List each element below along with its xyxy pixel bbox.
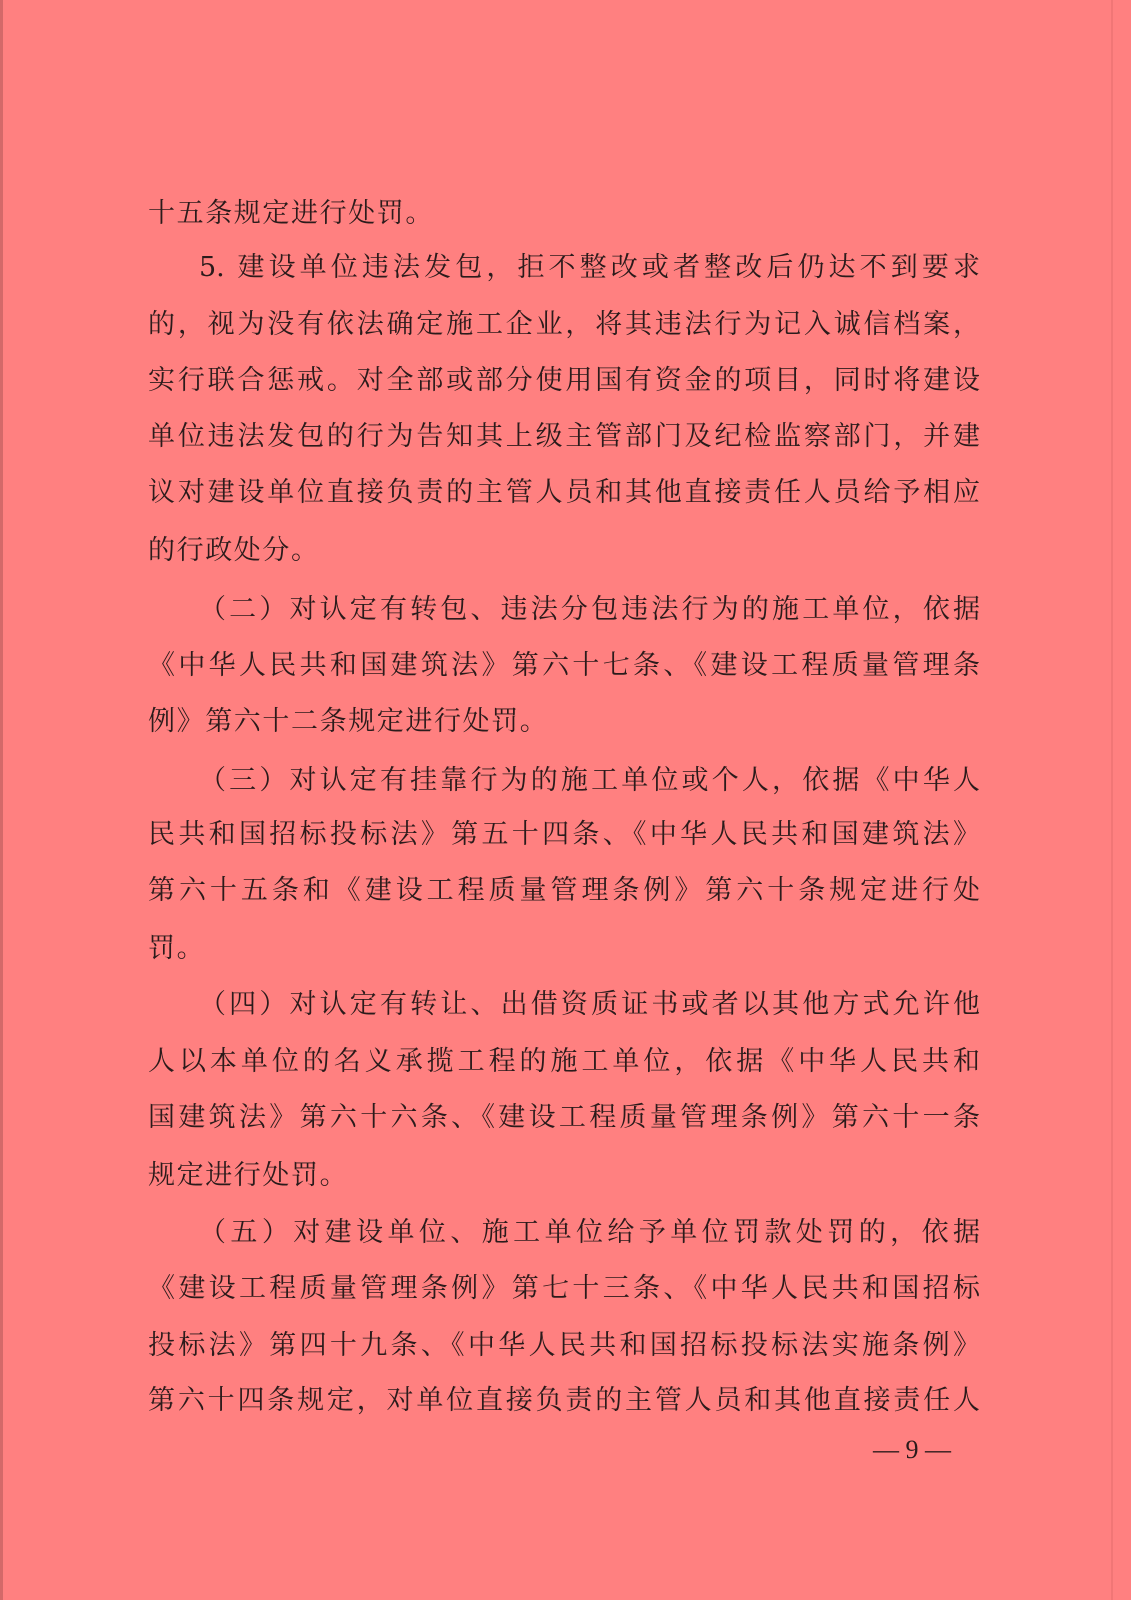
scan-edge-right <box>1111 0 1113 1600</box>
text-line: 议对建设单位直接负责的主管人员和其他直接责任人员给予相应 <box>148 477 980 508</box>
text-line: 第六十五条和《建设工程质量管理条例》第六十条规定进行处 <box>148 875 980 906</box>
text-line: 人以本单位的名义承揽工程的施工单位，依据《中华人民共和 <box>148 1046 980 1077</box>
text-line: （五）对建设单位、施工单位给予单位罚款处罚的，依据 <box>199 1217 980 1248</box>
text-line: 《中华人民共和国建筑法》第六十七条、《建设工程质量管理条 <box>148 650 980 681</box>
text-line: 《建设工程质量管理条例》第七十三条、《中华人民共和国招标 <box>148 1273 980 1304</box>
text-line: （三）对认定有挂靠行为的施工单位或个人，依据《中华人 <box>199 765 980 796</box>
text-line: 第六十四条规定，对单位直接负责的主管人员和其他直接责任人 <box>148 1385 980 1416</box>
text-line: 罚。 <box>148 933 206 964</box>
text-line: （四）对认定有转让、出借资质证书或者以其他方式允许他 <box>199 989 980 1020</box>
text-line: 的行政处分。 <box>148 535 320 566</box>
text-line: 实行联合惩戒。对全部或部分使用国有资金的项目，同时将建设 <box>148 365 980 396</box>
text-line: 5. 建设单位违法发包，拒不整改或者整改后仍达不到要求 <box>199 252 980 283</box>
text-line: 单位违法发包的行为告知其上级主管部门及纪检监察部门，并建 <box>148 421 980 452</box>
text-line: 十五条规定进行处罚。 <box>148 198 434 229</box>
text-line: 规定进行处罚。 <box>148 1160 349 1191</box>
text-line: 国建筑法》第六十六条、《建设工程质量管理条例》第六十一条 <box>148 1102 980 1133</box>
text-line: 民共和国招标投标法》第五十四条、《中华人民共和国建筑法》 <box>148 819 980 850</box>
text-line: 的，视为没有依法确定施工企业，将其违法行为记入诚信档案， <box>148 309 980 340</box>
page-number: — 9 — <box>873 1435 951 1464</box>
text-line: 例》第六十二条规定进行处罚。 <box>148 706 549 737</box>
text-line: （二）对认定有转包、违法分包违法行为的施工单位，依据 <box>199 594 980 625</box>
text-line: 投标法》第四十九条、《中华人民共和国招标投标法实施条例》 <box>148 1330 980 1361</box>
scan-edge-left <box>0 0 3 1600</box>
